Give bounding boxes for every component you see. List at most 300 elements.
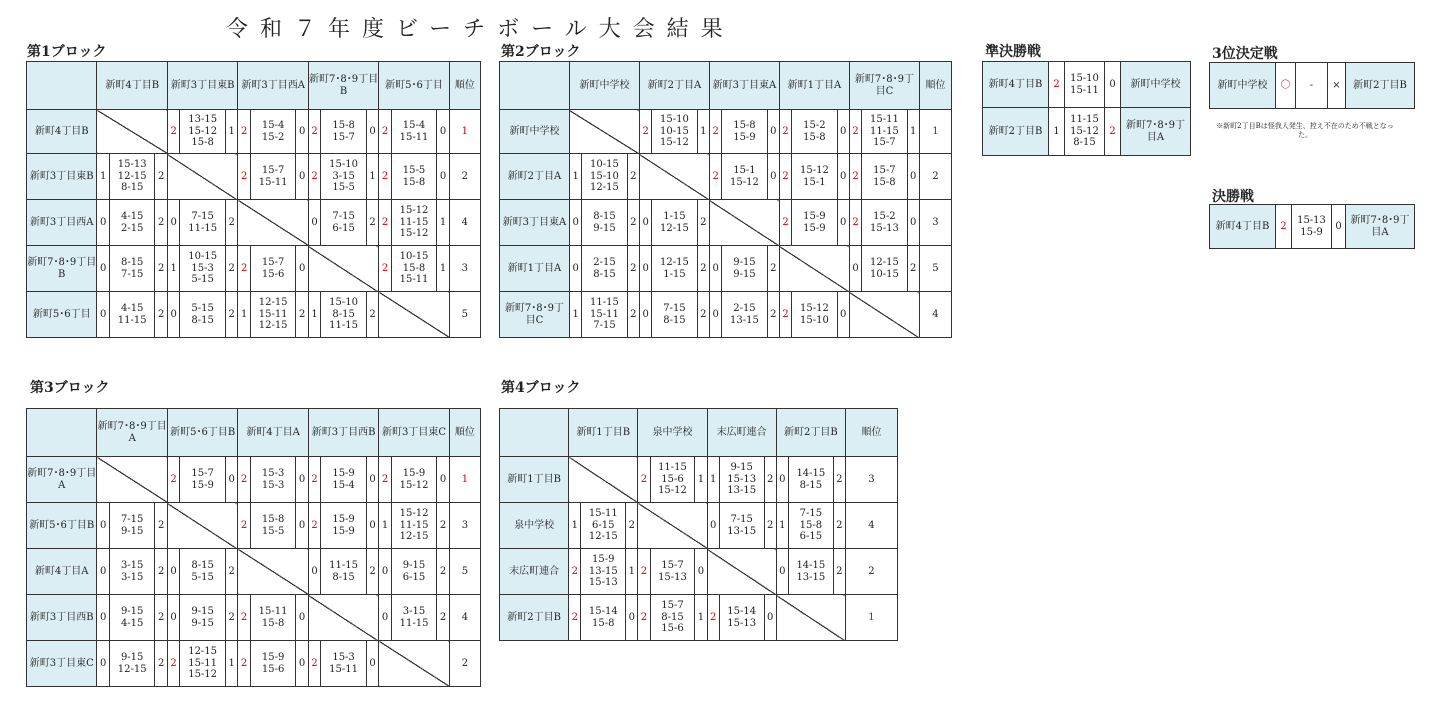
set-scores: 3-15 3-15 xyxy=(109,549,155,595)
game-score: 1 xyxy=(308,292,320,338)
game-score: 2 xyxy=(238,246,250,292)
set-scores: 7-15 15-8 6-15 xyxy=(788,503,833,549)
opponent-game-score: 1 xyxy=(437,246,449,292)
set-scores: 9-15 6-15 xyxy=(391,549,437,595)
column-header: 新町5･6丁目B xyxy=(167,409,237,457)
game-score: 2 xyxy=(638,549,650,595)
game-score: 2 xyxy=(849,110,861,154)
game-score: 0 xyxy=(379,595,391,641)
set-scores: 11-15 15-6 15-12 xyxy=(650,457,695,503)
opponent-game-score: 0 xyxy=(366,457,378,503)
opponent-game-score: 0 xyxy=(437,154,449,200)
set-scores: 15-11 11-15 15-7 xyxy=(862,110,907,154)
set-scores: 15-11 6-15 12-15 xyxy=(581,503,626,549)
diagonal-cell xyxy=(776,595,845,641)
set-scores: 15-13 12-15 8-15 xyxy=(109,154,155,200)
game-score: 2 xyxy=(639,110,651,154)
win-mark: 〇 xyxy=(1276,63,1296,109)
opponent-game-score: 0 xyxy=(225,457,237,503)
opponent-game-score: 2 xyxy=(627,246,639,292)
rank-header: 順位 xyxy=(449,62,480,110)
opponent-game-score: 0 xyxy=(907,200,919,246)
rank-value: 2 xyxy=(449,154,480,200)
set-scores: 15-7 8-15 15-6 xyxy=(650,595,695,641)
opponent-game-score: 2 xyxy=(437,503,449,549)
opponent-game-score: 2 xyxy=(155,292,167,338)
opponent-game-score: 0 xyxy=(296,457,308,503)
set-scores: 15-9 13-15 15-13 xyxy=(581,549,626,595)
opponent-game-score: 0 xyxy=(296,246,308,292)
table-row xyxy=(500,503,898,549)
opponent-game-score: 0 xyxy=(695,549,707,595)
game-score: 0 xyxy=(97,292,109,338)
set-scores: 9-15 4-15 xyxy=(109,595,155,641)
game-score: 2 xyxy=(638,595,650,641)
game-score: 2 xyxy=(779,292,791,338)
diagonal-cell xyxy=(709,200,779,246)
opponent-game-score: 2 xyxy=(907,246,919,292)
row-team-name: 新町1丁目B xyxy=(500,457,569,503)
column-header: 新町7･8･9丁目A xyxy=(97,409,167,457)
row-team-name: 新町5･6丁目B xyxy=(27,503,97,549)
header-row xyxy=(27,409,481,457)
table-row xyxy=(27,549,481,595)
opponent-game-score: 0 xyxy=(366,110,378,154)
opponent-game-score: 0 xyxy=(366,641,378,687)
set-scores: 10-15 15-10 12-15 xyxy=(582,154,627,200)
page-title: 令和７年度ビーチボール大会結果 xyxy=(226,17,735,42)
semifinal-match xyxy=(983,108,1191,156)
opponent-game-score: 0 xyxy=(767,154,779,200)
opponent-game-score: 0 xyxy=(626,595,638,641)
table-row xyxy=(27,246,481,292)
opponent-game-score: 0 xyxy=(366,503,378,549)
opponent-game-score: 2 xyxy=(225,292,237,338)
game-score: 0 xyxy=(97,503,109,549)
game-score: 2 xyxy=(238,110,250,154)
table-row xyxy=(500,246,952,292)
opponent-game-score: 1 xyxy=(626,549,638,595)
set-scores: 15-10 8-15 11-15 xyxy=(321,292,367,338)
game-score: 0 xyxy=(1332,205,1346,249)
row-team-name: 泉中学校 xyxy=(500,503,569,549)
opponent-game-score: 0 xyxy=(907,154,919,200)
opponent-game-score: 2 xyxy=(366,200,378,246)
opponent-game-score: 2 xyxy=(225,595,237,641)
set-scores: 15-10 3-15 15-5 xyxy=(321,154,367,200)
game-score: 0 xyxy=(308,549,320,595)
game-score: 0 xyxy=(167,200,179,246)
game-score: 0 xyxy=(707,503,719,549)
game-score: 0 xyxy=(167,595,179,641)
game-score: 0 xyxy=(639,200,651,246)
game-score: 1 xyxy=(707,457,719,503)
column-header: 新町1丁目A xyxy=(779,62,849,110)
row-team-name: 新町2丁目B xyxy=(500,595,569,641)
column-header: 新町2丁目A xyxy=(639,62,709,110)
opponent-game-score: 2 xyxy=(155,200,167,246)
row-team-name: 新町7･8･9丁目A xyxy=(27,457,97,503)
block-2-label: 第2ブロック xyxy=(501,44,581,60)
team-name: 新町2丁目B xyxy=(1346,63,1415,109)
block-2-table xyxy=(499,61,952,338)
set-scores: 15-12 15-1 xyxy=(792,154,837,200)
row-team-name: 新町5･6丁目 xyxy=(27,292,97,338)
opponent-game-score: 1 xyxy=(697,110,709,154)
team-name: 新町2丁目B xyxy=(983,108,1049,156)
column-header: 新町3丁目西B xyxy=(308,409,378,457)
opponent-game-score: 2 xyxy=(627,200,639,246)
third-place-match xyxy=(1210,63,1415,109)
diagonal-cell xyxy=(167,154,237,200)
game-score: 0 xyxy=(639,246,651,292)
game-score: 2 xyxy=(167,641,179,687)
game-score: 2 xyxy=(709,154,721,200)
block-4-table xyxy=(499,408,898,641)
set-scores: 2-15 13-15 xyxy=(722,292,767,338)
row-team-name: 新町4丁目A xyxy=(27,549,97,595)
rank-value: 4 xyxy=(845,503,897,549)
opponent-game-score: 2 xyxy=(155,549,167,595)
rank-value: 3 xyxy=(449,503,480,549)
diagonal-cell xyxy=(638,503,707,549)
set-scores: 7-15 9-15 xyxy=(109,503,155,549)
set-scores: 7-15 6-15 xyxy=(321,200,367,246)
set-scores: 15-9 15-4 xyxy=(321,457,367,503)
set-scores: 13-15 15-12 15-8 xyxy=(180,110,226,154)
game-score: 2 xyxy=(379,457,391,503)
opponent-game-score: 0 xyxy=(296,503,308,549)
set-scores: 15-14 15-13 xyxy=(719,595,764,641)
opponent-game-score: 2 xyxy=(767,292,779,338)
game-score: 0 xyxy=(776,457,788,503)
rank-value: 3 xyxy=(919,200,951,246)
game-score: 0 xyxy=(167,292,179,338)
team-name: 新町7･8･9丁目A xyxy=(1121,108,1191,156)
table-row xyxy=(500,457,898,503)
opponent-game-score: 0 xyxy=(437,110,449,154)
set-scores: 7-15 11-15 xyxy=(180,200,226,246)
row-team-name: 新町1丁目A xyxy=(500,246,570,292)
game-score: 2 xyxy=(379,110,391,154)
game-score: 1 xyxy=(167,246,179,292)
game-score: 2 xyxy=(379,154,391,200)
opponent-game-score: 2 xyxy=(366,549,378,595)
set-scores: 5-15 8-15 xyxy=(180,292,226,338)
opponent-game-score: 2 xyxy=(155,246,167,292)
set-scores: 12-15 10-15 xyxy=(862,246,907,292)
set-scores: 15-2 15-8 xyxy=(792,110,837,154)
game-score: 0 xyxy=(97,641,109,687)
game-score: 0 xyxy=(97,595,109,641)
row-team-name: 新町3丁目東C xyxy=(27,641,97,687)
rank-value: 4 xyxy=(449,200,480,246)
table-row xyxy=(500,595,898,641)
team-name: 新町中学校 xyxy=(1210,63,1276,109)
corner-cell xyxy=(27,409,97,457)
game-score: 0 xyxy=(97,549,109,595)
opponent-game-score: 2 xyxy=(697,200,709,246)
game-score: 1 xyxy=(569,503,581,549)
game-score: 2 xyxy=(238,595,250,641)
game-score: 0 xyxy=(308,200,320,246)
final-label: 決勝戦 xyxy=(1212,189,1254,205)
game-score: 0 xyxy=(776,549,788,595)
rank-value: 3 xyxy=(845,457,897,503)
rank-value: 1 xyxy=(449,110,480,154)
set-scores: 12-15 1-15 xyxy=(652,246,697,292)
set-scores: 11-15 8-15 xyxy=(321,549,367,595)
row-team-name: 新町4丁目B xyxy=(27,110,97,154)
game-score: 1 xyxy=(238,292,250,338)
set-scores: 9-15 12-15 xyxy=(109,641,155,687)
set-scores: 15-11 15-8 xyxy=(250,595,296,641)
corner-cell xyxy=(27,62,97,110)
column-header: 新町7･8･9丁目B xyxy=(308,62,378,110)
game-score: 0 xyxy=(569,200,581,246)
game-score: 2 xyxy=(779,154,791,200)
opponent-game-score: 2 xyxy=(697,292,709,338)
opponent-game-score: 1 xyxy=(907,110,919,154)
opponent-game-score: 2 xyxy=(833,503,845,549)
rank-value: 5 xyxy=(449,549,480,595)
game-score: 2 xyxy=(379,246,391,292)
opponent-game-score: 2 xyxy=(155,154,167,200)
set-scores: 8-15 7-15 xyxy=(109,246,155,292)
set-scores: 7-15 8-15 xyxy=(652,292,697,338)
block-1-table xyxy=(26,61,481,338)
game-score: 2 xyxy=(1049,62,1065,108)
column-header: 新町2丁目B xyxy=(776,409,845,457)
diagonal-cell xyxy=(707,549,776,595)
diagonal-cell xyxy=(379,292,449,338)
game-score: 2 xyxy=(1105,108,1121,156)
final-match xyxy=(1210,205,1415,249)
table-row xyxy=(27,595,481,641)
row-team-name: 新町7･8･9丁目C xyxy=(500,292,570,338)
game-score: 2 xyxy=(308,503,320,549)
rank-value: 1 xyxy=(449,457,480,503)
set-scores: 15-12 15-10 xyxy=(792,292,837,338)
game-score: 1 xyxy=(379,503,391,549)
game-score: 2 xyxy=(238,641,250,687)
diagonal-cell xyxy=(97,457,167,503)
set-scores: 15-7 15-11 xyxy=(250,154,296,200)
opponent-game-score: 0 xyxy=(296,110,308,154)
row-team-name: 末広町連合 xyxy=(500,549,569,595)
game-score: 1 xyxy=(1049,108,1065,156)
game-score: 2 xyxy=(238,457,250,503)
game-score: 2 xyxy=(569,549,581,595)
row-team-name: 新町2丁目A xyxy=(500,154,570,200)
loss-mark: × xyxy=(1328,63,1346,109)
set-scores: 15-13 15-9 xyxy=(1292,205,1332,249)
opponent-game-score: 2 xyxy=(155,641,167,687)
diagonal-cell xyxy=(308,246,378,292)
opponent-game-score: 2 xyxy=(764,503,776,549)
opponent-game-score: 0 xyxy=(764,595,776,641)
set-scores: 15-10 15-11 xyxy=(1065,62,1105,108)
table-row xyxy=(500,549,898,595)
set-scores: 14-15 8-15 xyxy=(788,457,833,503)
rank-value: 1 xyxy=(845,595,897,641)
column-header: 新町3丁目東B xyxy=(167,62,237,110)
game-score: 2 xyxy=(638,457,650,503)
opponent-game-score: 2 xyxy=(437,595,449,641)
set-scores: 15-7 15-9 xyxy=(180,457,226,503)
diagonal-cell xyxy=(238,549,308,595)
semifinal-label: 準決勝戦 xyxy=(985,44,1041,60)
diagonal-cell xyxy=(569,110,639,154)
rank-value: 2 xyxy=(449,641,480,687)
diagonal-cell xyxy=(569,457,638,503)
table-row xyxy=(27,503,481,549)
set-scores: 9-15 9-15 xyxy=(180,595,226,641)
set-scores: 15-9 15-12 xyxy=(391,457,437,503)
set-scores: 15-14 15-8 xyxy=(581,595,626,641)
game-score: 2 xyxy=(569,595,581,641)
table-row xyxy=(27,292,481,338)
game-score: 2 xyxy=(308,110,320,154)
set-scores: 4-15 2-15 xyxy=(109,200,155,246)
game-score: 0 xyxy=(709,292,721,338)
set-scores: 9-15 9-15 xyxy=(722,246,767,292)
set-scores: 15-3 15-3 xyxy=(250,457,296,503)
set-scores: 15-12 11-15 12-15 xyxy=(391,503,437,549)
set-scores: 12-15 15-11 12-15 xyxy=(250,292,296,338)
diagonal-cell xyxy=(779,246,849,292)
opponent-game-score: 1 xyxy=(366,154,378,200)
opponent-game-score: 0 xyxy=(837,292,849,338)
set-scores: 1-15 12-15 xyxy=(652,200,697,246)
game-score: 2 xyxy=(167,457,179,503)
forfeit-note: ※新町2丁目Bは怪我人発生、控え不在のため不戦となった。 xyxy=(1216,122,1394,140)
row-team-name: 新町3丁目東B xyxy=(27,154,97,200)
rank-header: 順位 xyxy=(845,409,897,457)
set-scores: 10-15 15-8 15-11 xyxy=(391,246,437,292)
opponent-game-score: 2 xyxy=(225,549,237,595)
opponent-game-score: 0 xyxy=(437,457,449,503)
opponent-game-score: 2 xyxy=(225,246,237,292)
team-name: 新町7･8･9丁目A xyxy=(1346,205,1415,249)
game-score: 2 xyxy=(1276,205,1292,249)
row-team-name: 新町3丁目西B xyxy=(27,595,97,641)
third-place-label: 3位決定戦 xyxy=(1212,46,1278,62)
opponent-game-score: 2 xyxy=(697,246,709,292)
set-scores: 11-15 15-11 7-15 xyxy=(582,292,627,338)
set-scores: 14-15 13-15 xyxy=(788,549,833,595)
opponent-game-score: 0 xyxy=(296,154,308,200)
column-header: 新町3丁目東C xyxy=(379,409,449,457)
table-row xyxy=(27,457,481,503)
block-1-label: 第1ブロック xyxy=(27,44,107,60)
team-name: 新町4丁目B xyxy=(1210,205,1276,249)
opponent-game-score: 2 xyxy=(225,200,237,246)
opponent-game-score: 0 xyxy=(837,154,849,200)
rank-value: 5 xyxy=(919,246,951,292)
header-row xyxy=(500,62,952,110)
diagonal-cell xyxy=(97,110,167,154)
column-header: 新町1丁目B xyxy=(569,409,638,457)
opponent-game-score: 1 xyxy=(695,457,707,503)
column-header: 末広町連合 xyxy=(707,409,776,457)
column-header: 新町3丁目西A xyxy=(238,62,308,110)
opponent-game-score: 2 xyxy=(627,154,639,200)
opponent-game-score: 2 xyxy=(155,503,167,549)
game-score: 2 xyxy=(308,154,320,200)
diagonal-cell xyxy=(849,292,919,338)
opponent-game-score: 2 xyxy=(626,503,638,549)
set-scores: 3-15 11-15 xyxy=(391,595,437,641)
rank-value: 2 xyxy=(845,549,897,595)
opponent-game-score: 0 xyxy=(837,200,849,246)
row-team-name: 新町7･8･9丁目B xyxy=(27,246,97,292)
diagonal-cell xyxy=(167,503,237,549)
game-score: 2 xyxy=(707,595,719,641)
column-header: 新町3丁目東A xyxy=(709,62,779,110)
third-place-table xyxy=(1209,62,1415,109)
semifinal-table xyxy=(982,61,1191,156)
game-score: 0 xyxy=(849,246,861,292)
block-3-table xyxy=(26,408,481,687)
header-row xyxy=(27,62,481,110)
set-scores: 8-15 9-15 xyxy=(582,200,627,246)
opponent-game-score: 0 xyxy=(296,595,308,641)
game-score: 1 xyxy=(569,154,581,200)
game-score: 0 xyxy=(709,246,721,292)
game-score: 0 xyxy=(97,246,109,292)
game-score: 0 xyxy=(639,292,651,338)
game-score: 0 xyxy=(569,246,581,292)
table-row xyxy=(27,641,481,687)
set-scores: 15-7 15-13 xyxy=(650,549,695,595)
game-score: 2 xyxy=(308,641,320,687)
table-row xyxy=(500,200,952,246)
opponent-game-score: 2 xyxy=(764,457,776,503)
table-row xyxy=(27,200,481,246)
block-3-label: 第3ブロック xyxy=(30,380,110,396)
opponent-game-score: 2 xyxy=(437,549,449,595)
set-scores: 15-1 15-12 xyxy=(722,154,767,200)
rank-header: 順位 xyxy=(919,62,951,110)
opponent-game-score: 1 xyxy=(695,595,707,641)
opponent-game-score: 1 xyxy=(225,110,237,154)
game-score: 0 xyxy=(97,200,109,246)
column-header: 新町4丁目B xyxy=(97,62,167,110)
opponent-game-score: 1 xyxy=(225,641,237,687)
row-team-name: 新町3丁目西A xyxy=(27,200,97,246)
rank-value: 3 xyxy=(449,246,480,292)
opponent-game-score: 0 xyxy=(767,110,779,154)
set-scores: 15-8 15-5 xyxy=(250,503,296,549)
set-scores: 15-9 15-6 xyxy=(250,641,296,687)
column-header: 新町4丁目A xyxy=(238,409,308,457)
game-score: 2 xyxy=(779,200,791,246)
opponent-game-score: 0 xyxy=(837,110,849,154)
game-score: 2 xyxy=(849,200,861,246)
game-score: 2 xyxy=(779,110,791,154)
row-team-name: 新町中学校 xyxy=(500,110,570,154)
corner-cell xyxy=(500,62,570,110)
diagonal-cell xyxy=(238,200,308,246)
opponent-game-score: 1 xyxy=(437,200,449,246)
opponent-game-score: 2 xyxy=(833,457,845,503)
game-score: 2 xyxy=(238,503,250,549)
game-score: 2 xyxy=(849,154,861,200)
set-scores: 2-15 8-15 xyxy=(582,246,627,292)
set-scores: 15-9 15-9 xyxy=(321,503,367,549)
rank-header: 順位 xyxy=(449,409,480,457)
